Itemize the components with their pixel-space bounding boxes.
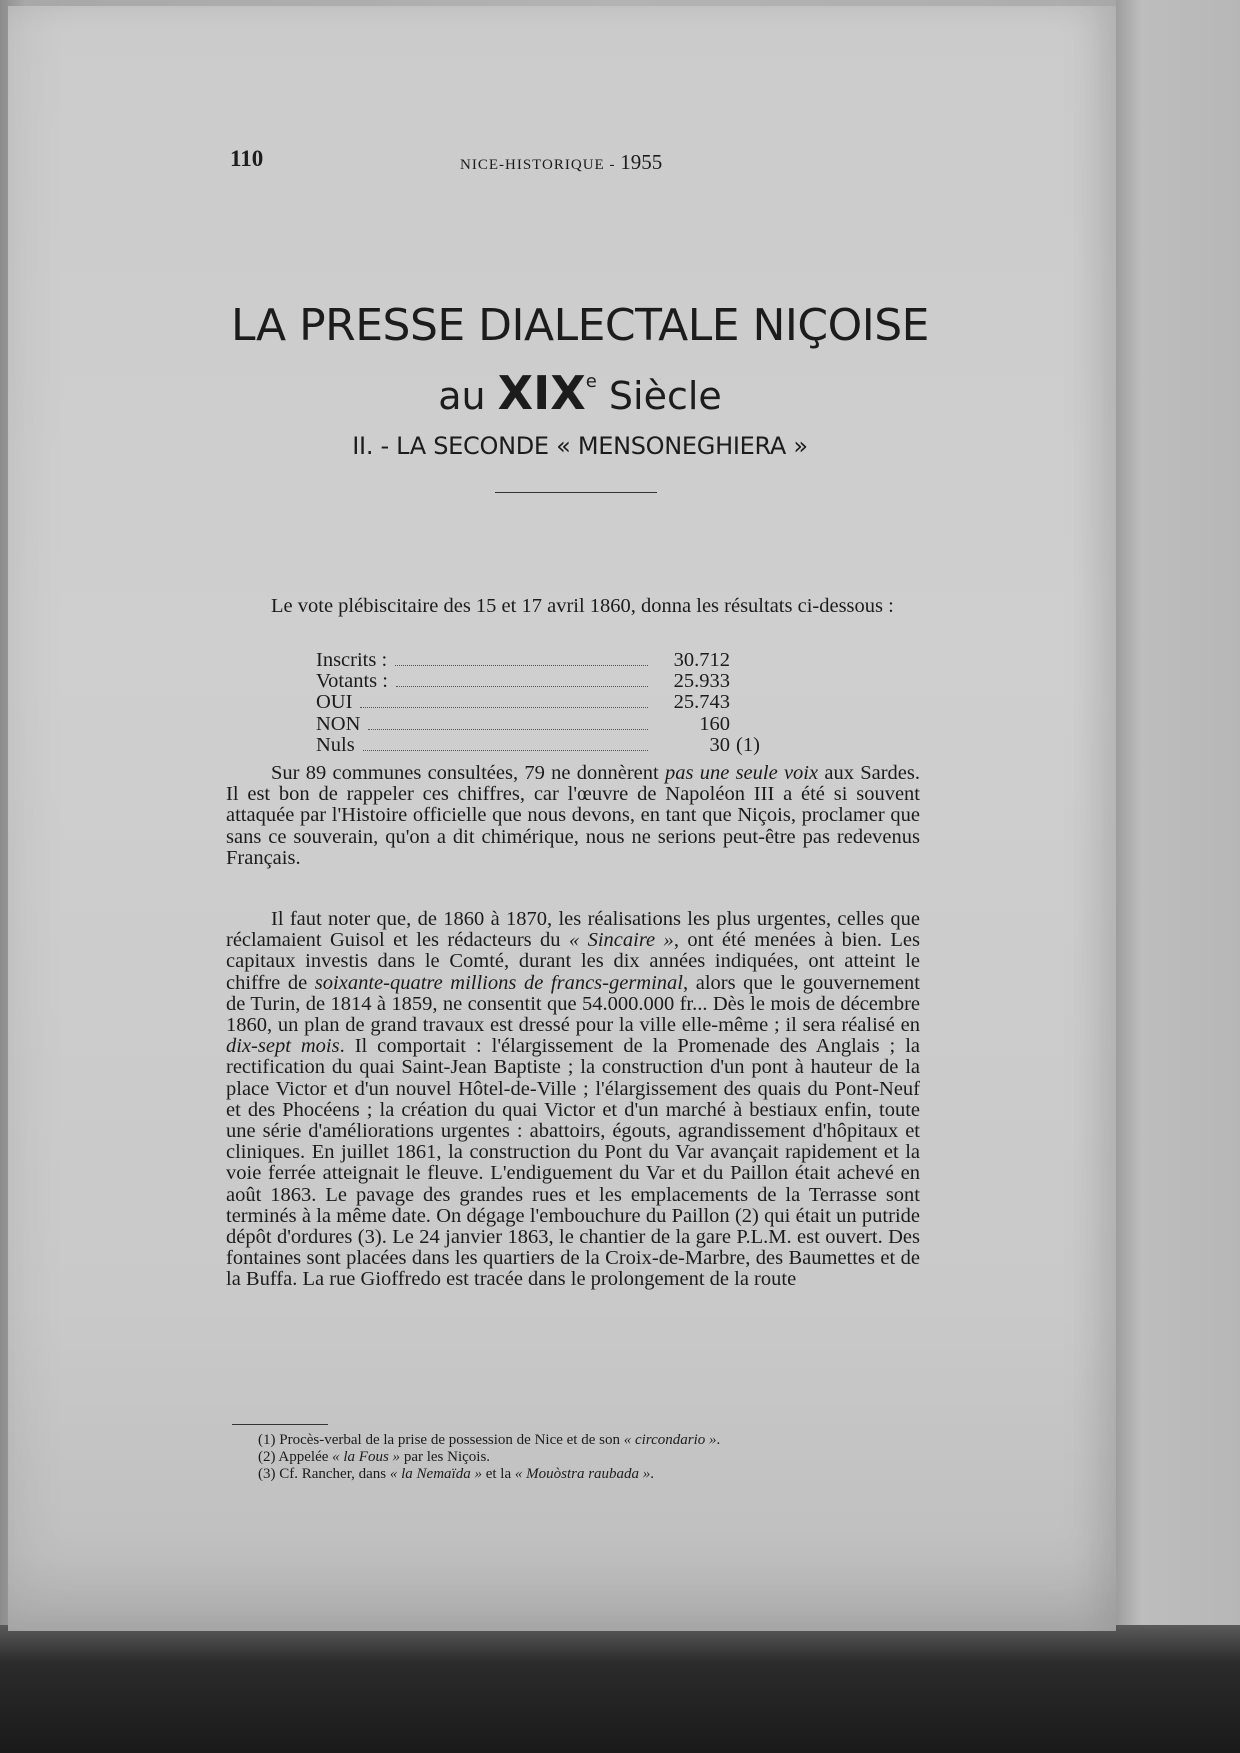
vote-results-table xyxy=(316,650,796,756)
text-run: . xyxy=(650,1466,655,1482)
footnotes xyxy=(258,1432,938,1483)
italic-run: « Mouòstra raubada » xyxy=(514,1466,651,1482)
text-run: et la xyxy=(481,1466,515,1482)
paragraph-text xyxy=(226,909,920,1291)
section-heading: II. - LA SECONDE « MENSONEGHIERA » xyxy=(352,432,808,460)
results-value: 30.712 xyxy=(673,649,730,671)
dotted-leader xyxy=(395,664,648,666)
dotted-leader xyxy=(360,706,648,708)
facing-page-edge xyxy=(1116,0,1240,1660)
results-label: NON xyxy=(316,712,361,735)
scanner-bed xyxy=(0,1625,1240,1753)
dotted-leader xyxy=(363,749,648,751)
footnote-2 xyxy=(258,1449,938,1466)
results-label: OUI xyxy=(316,691,353,714)
results-note: (1) xyxy=(736,733,760,756)
subtitle-siecle: Siècle xyxy=(608,374,722,418)
footnote-1 xyxy=(258,1432,938,1449)
text-run: Il faut noter que, de 1860 à 1870, les réalisations les plus urgentes, celles que réclamaient Guisol et les rédacteurs du xyxy=(226,908,920,952)
results-label: Votants : xyxy=(316,670,388,693)
article-title: LA PRESSE DIALECTALE NIÇOISE xyxy=(231,300,929,351)
footnote-rule xyxy=(232,1424,328,1425)
text-run: aux Sardes. Il est bon de rappeler ces chiffres, car l'œuvre de Napoléon III a été si souvent attaquée par l'Histoire officielle que nous devons, en tant que Niçois, proclamer que sans ce souverain, qu'on a dit chimérique, nous ne serions peut-être pas redevenus Français. xyxy=(226,762,920,869)
journal-year: 1955 xyxy=(620,150,663,174)
results-row xyxy=(316,650,796,671)
title-divider xyxy=(495,492,657,493)
results-value: 25.933 xyxy=(673,670,730,693)
italic-run: « Sincaire » xyxy=(568,929,674,952)
dotted-leader xyxy=(396,685,648,687)
subtitle-century: XIX xyxy=(497,366,586,420)
dotted-leader xyxy=(368,728,648,730)
article-subtitle xyxy=(180,366,980,420)
intro-paragraph xyxy=(226,596,920,617)
results-value: 25.743 xyxy=(673,691,730,714)
results-label: Nuls xyxy=(316,733,355,756)
text-run: . xyxy=(716,1432,721,1448)
results-row xyxy=(316,714,796,735)
paragraph-text xyxy=(226,763,920,869)
results-label: Inscrits : xyxy=(316,649,388,671)
italic-run: « circondario » xyxy=(623,1432,717,1448)
text-run: Sur 89 communes consultées, 79 ne donnèrent xyxy=(271,762,665,784)
journal-name: NICE-HISTORIQUE - xyxy=(460,157,616,173)
running-header xyxy=(230,146,700,176)
text-run: (1) Procès-verbal de la prise de possession de Nice et de son xyxy=(258,1432,624,1448)
results-row xyxy=(316,735,796,756)
results-row xyxy=(316,671,796,692)
text-run: , ont été menées à bien. Les capitaux investis dans le Comté, durant les dix années indiquées, ont atteint le chiffre de xyxy=(226,929,920,994)
subtitle-au: au xyxy=(438,374,486,418)
results-row xyxy=(316,692,796,713)
paragraph-travaux xyxy=(226,909,920,1291)
subtitle-superscript: e xyxy=(585,371,597,392)
journal-title xyxy=(460,150,662,175)
text-run: par les Niçois. xyxy=(400,1449,491,1465)
page-number: 110 xyxy=(230,146,264,171)
text-run: (3) Cf. Rancher, dans xyxy=(258,1466,390,1482)
results-value: 30 xyxy=(709,733,730,756)
italic-run: dix-sept mois xyxy=(226,1035,340,1058)
italic-run: « la Fous » xyxy=(332,1449,401,1465)
italic-run: pas une seule voix xyxy=(664,762,819,784)
text-run: . Il comportait : l'élargissement de la Promenade des Anglais ; la rectification du quai Saint-Jean Baptiste ; la construction d'un pont à hauteur de la place Victor et d'un nouvel Hôtel-de-Ville ; l'élargissement des quais du Pont-Neuf et des Phocéens ; la création du quai Victor et d'un marché à bestiaux enfin, toute une série d'améliorations urgentes : abattoirs, égouts, agrandissement d'hôpitaux et cliniques. En juillet 1861, la construction du Pont du Var avançait rapidement et la voie ferrée atteignait le fleuve. L'endiguement du Var et du Paillon était achevé en août 1863. Le pavage des grandes rues et les emplacements de la Terrasse sont terminés à la même date. On dégage l'embouchure du Paillon (2) qui était un putride dépôt d'ordures (3). Le 24 janvier 1863, le chantier de la gare P.L.M. est ouvert. Des fontaines sont placées dans les quartiers de la Croix-de-Marbre, des Baumettes et de la Buffa. La rue Gioffredo est tracée dans le prolongement de la route xyxy=(226,1035,920,1291)
results-value: 160 xyxy=(699,712,730,735)
text-run: (2) Appelée xyxy=(258,1449,333,1465)
intro-text: Le vote plébiscitaire des 15 et 17 avril 1860, donna les résultats ci-dessous : xyxy=(271,595,894,617)
footnote-3 xyxy=(258,1466,938,1483)
italic-run: soixante-quatre millions de francs-germinal xyxy=(314,971,683,994)
italic-run: « la Nemaïda » xyxy=(389,1466,482,1482)
paragraph-communes xyxy=(226,763,920,869)
text-run: , alors que le gouvernement de Turin, de 1814 à 1859, ne consentit que 54.000.000 fr... Dès le mois de décembre 1860, un plan de grand travaux est dressé pour la ville elle-même ; il sera réalisé en xyxy=(226,971,920,1037)
